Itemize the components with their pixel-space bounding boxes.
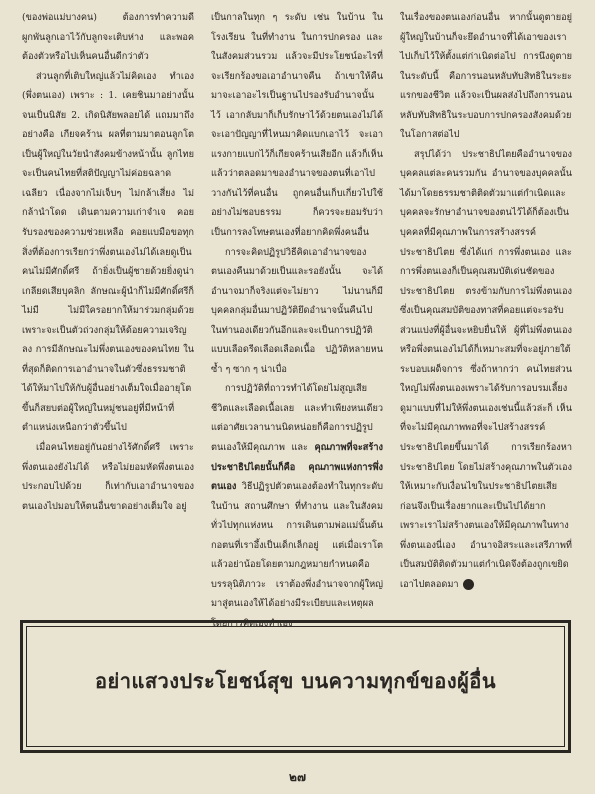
text-column-1: [22, 8, 194, 608]
paragraph-text: สรุปได้ว่า ประชาธิปไตยคืออำนาจของบุคคลแต่ละคนรวมกัน อำนาจของบุคคลนั้นได้มาโดยธรรมชาติติดตัวมาแต่กำเนิดและบุคคลจะรักษาอำนาจของตนไว้ได้ก็ต้องเป็นบุคคลที่มีคุณภาพในการสร้างสรรค์ประชาธิปไตย ซึ่งได้แก่ การพึ่งตนเอง และการพึ่งตนเองก็เป็นคุณสมบัติเด่นชัดของประชาธิปไตย ตรงข้ามกับการไม่พึ่งตนเองซึ่งเป็นคุณสมบัติของทาสที่คอยแต่จะรอรับส่วนแบ่งที่ผู้อื่นจะหยิบยื่นให้ ผู้ที่ไม่พึ่งตนเองหรือพึ่งตนเองไม่ได้ก็เหมาะสมที่จะอยู่ภายใต้ระบอบเผด็จการ ซึ่งถ้าหากว่า คนไทยส่วนใหญ่ไม่พึ่งตนเองเพราะได้รับการอบรมเลี้ยงดูมาแบบที่ไม่ให้พึ่งตนเองเช่นนี้แล้วล่ะก็ เห็นที่จะไม่มีคุณภาพพอที่จะไปสร้างสรรค์ประชาธิปไตยขึ้นมาได้ การเรียกร้องหาประชาธิปไตย โดยไม่สร้างคุณภาพในตัวเองให้เหมาะกับเงื่อนไขในประชาธิปไตยเสียก่อนจึงเป็นเรื่องยากและเป็นไปได้ยาก เพราะเราไม่สร้างตนเองให้มีคุณภาพในทางพึ่งตนเองนี่เอง อำนาจอิสระและเสรีภาพที่เป็นสมบัติติดตัวมาแต่กำเนิดจึงต้องถูกเขยิดเอาไปตลอดมา: [400, 148, 572, 590]
text-column-3: [400, 8, 572, 608]
paragraph-text: วิธีปฏิรูปตัวตนเองต้องทำในทุกระดับ ในบ้าน สถานศึกษา ที่ทำงาน และในสังคมทั่วไปทุกแห่งหน การเดินตามพ่อแม่นั้นต้นกอตนที่เราอึ้งเป็นเด็กเล็กอยู่ แต่เมื่อเราโตแล้วอย่าน้อยโดยตามกฎหมายกำหนดคือบรรลุนิติภาวะ เราต้องพึ่งอำนาจจากผู้ใหญ่มาสู่ตนเองให้ได้อย่างมีระเบียบและเหตุผล โดยการคิดเองทำเอง: [211, 481, 383, 629]
pull-quote-box: [20, 620, 571, 753]
paragraph-text: การปฏิวัติที่ถาวรทำได้โดยไม่สูญเสียชีวิตและเลือดเนื้อเลย และทำเพียงหนเดียวแต่อาศัยเวลานานนิดหน่อยก็คือการปฏิรูปตนเองให้มีคุณภาพ และ: [211, 383, 383, 454]
paragraph: ในเรื่องของตนเองก่อนอื่น หากนั้นดูตายอยู่ผู้ใหญ่ในบ้านก็จะยึดอำนาจที่ได้เอาของเราไปเก็บไว้ให้ตั้งแต่ก่าเนิดต่อไป การนึงดูตายในระดับนี้ คือการนอนหลับทับสิทธิในระยะแรกของชีวิต แล้วจะเป็นผลส่งไปถึงการนอนหลับทับสิทธิในระบอบการปกครองสังคมด้วยในโอกาสต่อไป: [400, 12, 572, 141]
page-number: ๒๗: [289, 770, 306, 784]
paragraph: เป็นกาลในทุก ๆ ระดับ เช่น ในบ้าน ในโรงเรียน ในที่ทำงาน ในการปกครอง และในสังคมส่วนรวม แล้วจะมีประโยชน์อะไรที่จะเรียกร้องขอเอาอำนาจคืน ถ้าเขาให้คืนมาจะเอาอะไรเป็นฐานไปรองรับอำนาจนั้นไว้ เอากลับมาก็เก็บรักษาไว้ด้วยตนเองไม่ได้ จะเอาปัญญาที่ไหนมาคิดแบกเอาไว้ จะเอาแรงกายแบกไว้ก็เกียจคร้านเสียอีก แล้วก็เห็นแล้วว่าตลอดมาของอำนาจของตนที่เอาไปวางกันไว้ที่คนอื่น ถูกคนอื่นเก็บเกี่ยวไปใช้อย่างไม่ชอบธรรม ก็ควรจะยอมรับว่าเป็นการลงโทษตนเองที่อยากคิดพึ่งคนอื่น: [211, 12, 383, 239]
paragraph: [400, 145, 572, 595]
paragraph: การจะคิดปฏิรูปวิธีคิดเอาอำนาจของตนเองคืนมาด้วยเป็นและรอยังนั้น จะได้อำนาจมาก็จริงแต่จะไม่ยาว ไม่นานก็มีบุคคลกลุ่มอื่นมาปฏิวัติยึดอำนาจนั้นคืนไปในท่านองเดียวกันอีกและจะเป็นการปฏิวัติแบบเลือดรีดเลือดเลือดเนื้อ ปฏิวัติหลายหนซ้ำ ๆ ซาก ๆ น่าเบื่อ: [211, 246, 383, 375]
end-mark-icon: [463, 579, 474, 590]
text-column-2: [211, 8, 383, 629]
pull-quote: อย่าแสวงประโยชน์สุข บนความทุกข์ของผู้อื่น: [95, 669, 496, 693]
paragraph: ส่วนลูกที่เติบใหญ่แล้วไม่คิดเอง ทำเอง (พึ่งตนเอง) เพราะ : 1. เคยชินมาอย่างนั้นจนเป็นนิสัย 2. เกิดนิสัยพลอยได้ แถมมาถึงอย่างคือ เกียจคร้าน ผลที่ตามมาตอนลูกโตเป็นผู้ใหญ่ในวัยนำสังคมข้างหน้านั้น ลูกไทยจะเป็นคนไทยที่สติปัญญาไม่ค่อยฉลาดเฉลียว เนื่องจากไม่เจ็บๆ ไม่กล้าเสี่ยง ไม่กล้านำโดด เดินตามความเก่าจำเจ คอยรับรองของความช่วยเหลือ คอยแบมือขอทุกสิ่งที่ต้องการเรียกว่าพึ่งตนเองไม่ได้เลยดูเป็นคนไม่มีศักดิ์ศรี ถ้ายิ่งเป็นผู้ชายด้วยยิ่งดูน่าเกลียดเสียบุคลิก ลักษณะผู้นำก็ไม่มีศักดิ์ศรีก็ไม่มี ไม่มีใครอยากให้มาร่วมกลุ่มด้วย เพราะจะเป็นตัวถ่วงกลุ่มให้ด้อยความเจริญลง การมีลักษณะไม่พึ่งตนเองของคนไทย ในที่สุดก็ติดการเอาอำนาจในตัวซึ่งธรรมชาติได้ให้มาไปให้กับผู้อื่นอย่างเต็มใจเมื่ออายุโตขึ้นก็สยบต่อผู้ใหญ่ในหมู่ชนอยู่ที่มีหน้าที่ตำแหน่งเหนือกว่าตัวขึ้นไป: [22, 70, 194, 434]
paragraph: [211, 379, 383, 633]
paragraph: เมื่อคนไทยอยู่กันอย่างไร้ศักดิ์ศรี เพราะพึ่งตนเองยังไม่ได้ หรือไม่ยอมหัดพึ่งตนเองประกอบไปด้วย ก็เท่ากับเอาอำนาจของตนเองไปมอบให้ตนอื่นขาดอย่างเต็มใจ อยู่: [22, 442, 194, 512]
emphasis-text: คุณภาพที่จะสร้างประชาธิปไตยนั้นก็คือ คุณภาพแห่งการพึ่งตนเอง: [211, 442, 383, 493]
paragraph: (ของพ่อแม่บางคน) ต้องการทำความดีผูกพันลูกเอาไว้กับลูกจะเติบห่าง และพอคต้องตัวหรือไปเห็นคนอื่นดีกว่าตัว: [22, 12, 194, 63]
